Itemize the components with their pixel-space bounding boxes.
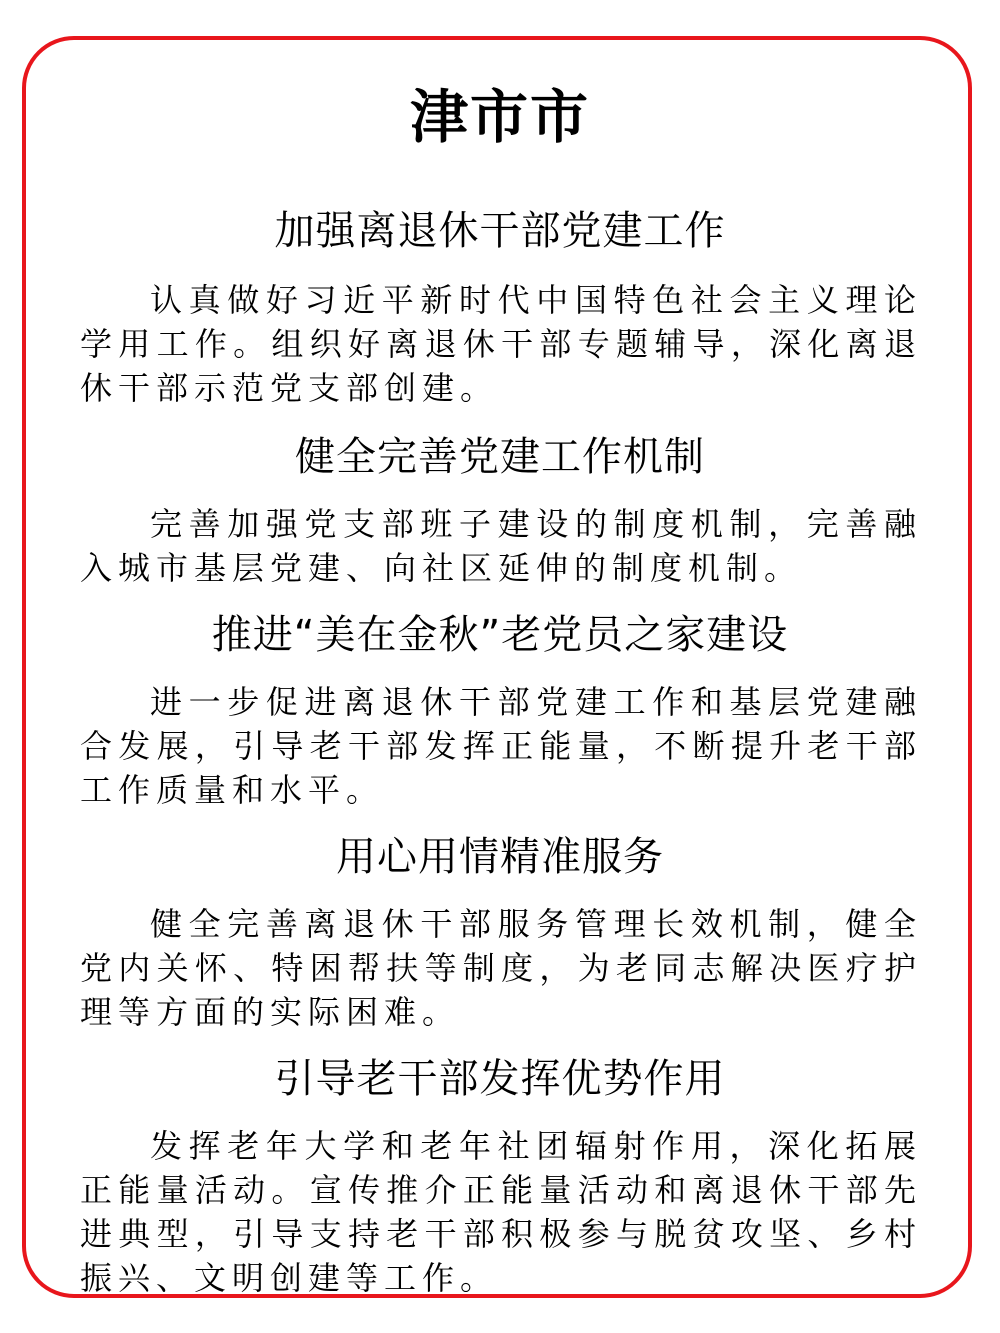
section-heading-2: 健全完善党建工作机制: [295, 434, 705, 480]
section-body-1: 认真做好习近平新时代中国特色社会主义理论学用工作。组织好离退休干部专题辅导，深化离退休干部示范党支部创建。: [80, 281, 922, 407]
section-heading-1: 加强离退休干部党建工作: [274, 208, 726, 254]
section-body-2: 完善加强党支部班子建设的制度机制，完善融入城市基层党建、向社区延伸的制度机制。: [80, 505, 922, 587]
section-body-5: 发挥老年大学和老年社团辐射作用，深化拓展正能量活动。宣传推介正能量活动和离退休干部先进典型，引导支持老干部积极参与脱贫攻坚、乡村振兴、文明创建等工作。: [80, 1127, 922, 1297]
section-body-4: 健全完善离退休干部服务管理长效机制，健全党内关怀、特困帮扶等制度，为老同志解决医疗护理等方面的实际困难。: [80, 905, 922, 1031]
section-heading-5: 引导老干部发挥优势作用: [274, 1056, 726, 1102]
section-heading-3: 推进“美在金秋”老党员之家建设: [211, 612, 789, 658]
section-body-3: 进一步促进离退休干部党建工作和基层党建融合发展，引导老干部发挥正能量，不断提升老干部工作质量和水平。: [80, 683, 922, 809]
page-title: 津市市: [409, 83, 590, 151]
section-heading-4: 用心用情精准服务: [336, 834, 664, 880]
